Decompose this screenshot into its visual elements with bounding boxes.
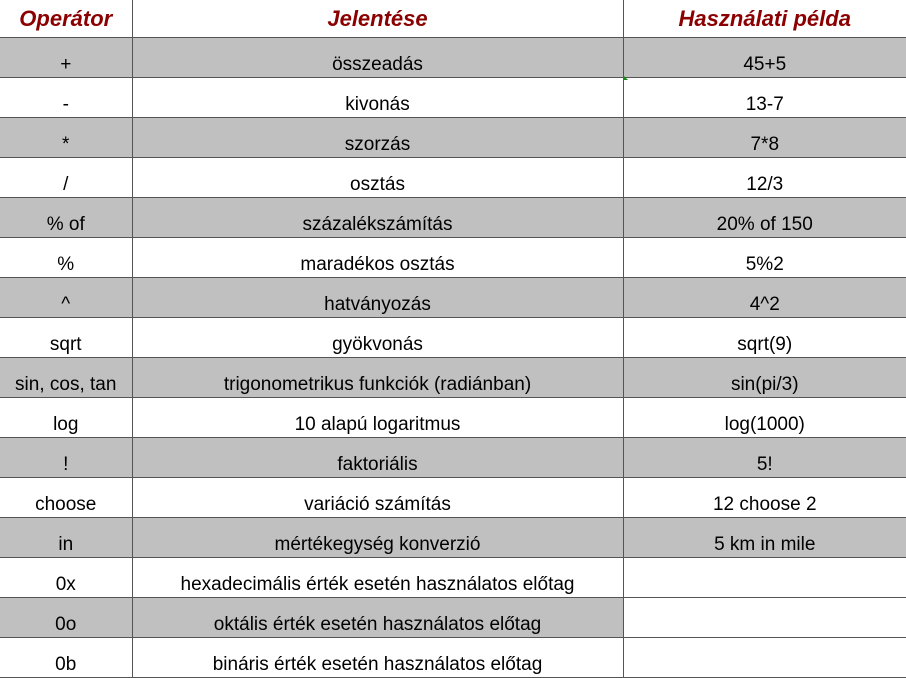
cell-example: 12 choose 2 xyxy=(623,478,906,518)
cell-example xyxy=(623,558,906,598)
cell-operator: 0b xyxy=(0,638,132,678)
cell-example: 12/3 xyxy=(623,158,906,198)
cell-meaning: osztás xyxy=(132,158,623,198)
table-row xyxy=(0,198,906,238)
cell-meaning: trigonometrikus funkciók (radiánban) xyxy=(132,358,623,398)
cell-example: 45+5 xyxy=(623,38,906,78)
cell-meaning: gyökvonás xyxy=(132,318,623,358)
cell-meaning: kivonás xyxy=(132,78,623,118)
cell-operator: ! xyxy=(0,438,132,478)
table-row xyxy=(0,38,906,78)
cell-example: log(1000) xyxy=(623,398,906,438)
table-row xyxy=(0,118,906,158)
table-row xyxy=(0,238,906,278)
cell-example: 5! xyxy=(623,438,906,478)
table-row xyxy=(0,318,906,358)
cell-meaning: százalékszámítás xyxy=(132,198,623,238)
cell-example xyxy=(623,598,906,638)
cell-meaning: összeadás xyxy=(132,38,623,78)
header-example: Használati példa xyxy=(623,0,906,38)
cell-meaning: faktoriális xyxy=(132,438,623,478)
table-row xyxy=(0,438,906,478)
cell-operator: 0o xyxy=(0,598,132,638)
header-row xyxy=(0,0,906,38)
table-row xyxy=(0,158,906,198)
cell-meaning: oktális érték esetén használatos előtag xyxy=(132,598,623,638)
cell-example: 7*8 xyxy=(623,118,906,158)
cell-operator: % of xyxy=(0,198,132,238)
cell-meaning: 10 alapú logaritmus xyxy=(132,398,623,438)
table-row xyxy=(0,358,906,398)
table-row xyxy=(0,78,906,118)
cell-example: 13-7 xyxy=(623,78,906,118)
table-row xyxy=(0,558,906,598)
cell-comment-marker xyxy=(623,75,628,80)
cell-meaning: bináris érték esetén használatos előtag xyxy=(132,638,623,678)
cell-operator: in xyxy=(0,518,132,558)
cell-operator: choose xyxy=(0,478,132,518)
cell-operator: 0x xyxy=(0,558,132,598)
cell-operator: ^ xyxy=(0,278,132,318)
table-row xyxy=(0,518,906,558)
cell-meaning: variáció számítás xyxy=(132,478,623,518)
cell-operator: / xyxy=(0,158,132,198)
table-body xyxy=(0,38,906,678)
cell-operator: + xyxy=(0,38,132,78)
header-meaning: Jelentése xyxy=(132,0,623,38)
cell-operator: - xyxy=(0,78,132,118)
table-row xyxy=(0,478,906,518)
cell-example: 4^2 xyxy=(623,278,906,318)
cell-operator: sqrt xyxy=(0,318,132,358)
cell-example: 5 km in mile xyxy=(623,518,906,558)
cell-example: sin(pi/3) xyxy=(623,358,906,398)
cell-meaning: hexadecimális érték esetén használatos előtag xyxy=(132,558,623,598)
table-row xyxy=(0,278,906,318)
table-row xyxy=(0,398,906,438)
cell-example: sqrt(9) xyxy=(623,318,906,358)
cell-operator: sin, cos, tan xyxy=(0,358,132,398)
header-operator: Operátor xyxy=(0,0,132,38)
cell-meaning: maradékos osztás xyxy=(132,238,623,278)
cell-operator: * xyxy=(0,118,132,158)
cell-meaning: mértékegység konverzió xyxy=(132,518,623,558)
cell-operator: % xyxy=(0,238,132,278)
cell-example: 5%2 xyxy=(623,238,906,278)
cell-example: 20% of 150 xyxy=(623,198,906,238)
cell-meaning: szorzás xyxy=(132,118,623,158)
cell-operator: log xyxy=(0,398,132,438)
table-row xyxy=(0,598,906,638)
cell-meaning: hatványozás xyxy=(132,278,623,318)
